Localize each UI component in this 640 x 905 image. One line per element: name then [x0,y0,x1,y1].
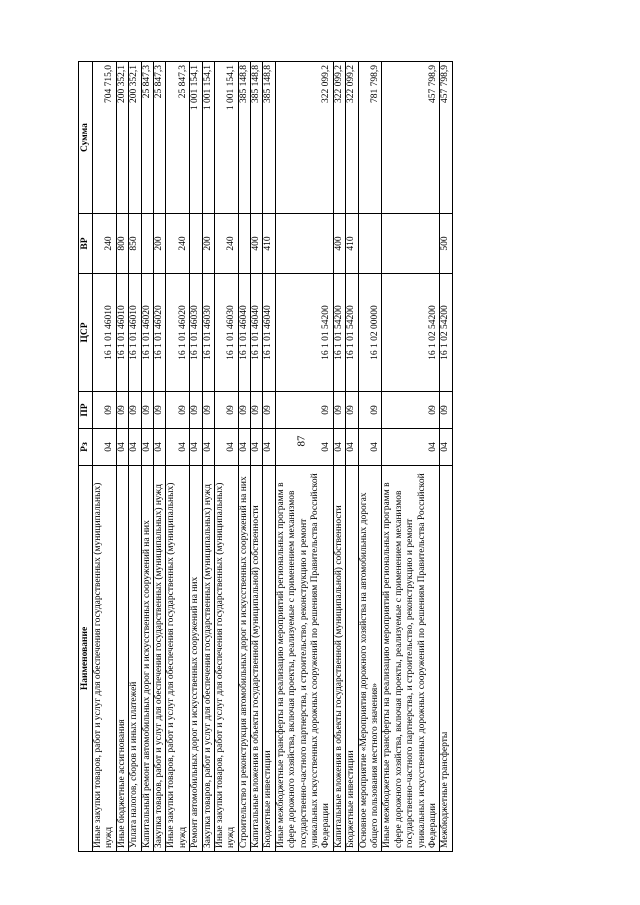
header-vr: ВР [79,214,93,274]
cell-pr: 09 [93,392,117,429]
cell-rz: 04 [93,429,117,466]
cell-pr: 09 [153,392,165,429]
cell-vr: 240 [93,214,117,274]
header-rz: Рз [79,429,93,466]
cell-pr: 09 [440,392,452,429]
cell-csr: 16 1 01 54200 [333,274,345,392]
cell-pr: 09 [263,392,275,429]
header-pr: ПР [79,392,93,429]
cell-name: Закупка товаров, работ и услуг для обеспечения государственных (муниципальных) нужд [202,466,214,852]
cell-pr: 09 [129,392,141,429]
cell-sum: 25 847,3 [153,62,165,214]
cell-pr: 09 [141,392,153,429]
table-row [166,62,190,852]
cell-sum: 781 798,9 [358,62,382,214]
cell-name: Закупка товаров, работ и услуг для обеспечения государственных (муниципальных) нужд [153,466,165,852]
cell-sum: 322 099,2 [275,62,333,214]
table-row [382,62,440,852]
cell-csr: 16 1 02 00000 [358,274,382,392]
cell-rz: 04 [238,429,250,466]
cell-csr: 16 1 01 46040 [251,274,263,392]
cell-pr: 09 [346,392,358,429]
cell-pr: 09 [190,392,202,429]
cell-pr: 09 [202,392,214,429]
cell-vr: 400 [251,214,263,274]
cell-name: Основное мероприятие «Мероприятия дорожного хозяйства на автомобильных дорогах общего пользования местного значения» [358,466,382,852]
cell-csr: 16 1 01 46020 [141,274,153,392]
cell-name: Бюджетные инвестиции [263,466,275,852]
cell-sum: 385 148,8 [238,62,250,214]
cell-name: Иные бюджетные ассигнования [116,466,128,852]
cell-rz: 04 [263,429,275,466]
cell-sum: 385 148,8 [251,62,263,214]
table-row [214,62,238,852]
cell-sum: 1 001 154,1 [214,62,238,214]
cell-rz: 04 [333,429,345,466]
table-row [358,62,382,852]
cell-sum: 322 099,2 [346,62,358,214]
page-number: 87 [295,435,308,447]
cell-sum: 457 798,9 [440,62,452,214]
cell-vr [141,214,153,274]
cell-name: Межбюджетные трансферты [440,466,452,852]
cell-vr [238,214,250,274]
table-row [251,62,263,852]
table-row [129,62,141,852]
budget-table [78,61,453,852]
cell-vr [190,214,202,274]
cell-pr: 09 [333,392,345,429]
cell-sum: 25 847,3 [141,62,153,214]
cell-csr: 16 1 01 54200 [275,274,333,392]
cell-sum: 322 099,2 [333,62,345,214]
cell-name: Строительство и реконструкция автомобильных дорог и искусственных сооружений на них [238,466,250,852]
cell-csr: 16 1 01 46030 [190,274,202,392]
cell-csr: 16 1 01 46030 [202,274,214,392]
cell-csr: 16 1 01 46010 [93,274,117,392]
cell-vr: 240 [166,214,190,274]
cell-rz: 04 [251,429,263,466]
cell-rz: 04 [358,429,382,466]
cell-csr: 16 1 01 46020 [153,274,165,392]
cell-rz: 04 [166,429,190,466]
cell-rz: 04 [129,429,141,466]
cell-pr: 09 [214,392,238,429]
cell-vr: 400 [333,214,345,274]
cell-name: Иные межбюджетные трансферты на реализацию мероприятий региональных программ в сфере дорожного хозяйства, включая проекты, реализуемые с применением механизмов государственно-частного партнерства, и строительство, реконструкцию и ремонт уникальных искусственных дорожных сооружений по решениям Правительства Российской Федерации [382,466,440,852]
cell-sum: 200 352,1 [116,62,128,214]
table-row [275,62,333,852]
cell-vr [382,214,440,274]
cell-csr: 16 1 01 54200 [346,274,358,392]
cell-csr: 16 1 01 46010 [116,274,128,392]
cell-sum: 457 798,9 [382,62,440,214]
cell-sum: 1 001 154,1 [190,62,202,214]
cell-csr: 16 1 02 54200 [382,274,440,392]
cell-csr: 16 1 01 46030 [214,274,238,392]
table-row [440,62,452,852]
cell-vr: 410 [346,214,358,274]
cell-vr: 410 [263,214,275,274]
cell-name: Ремонт автомобильных дорог и искусственных сооружений на них [190,466,202,852]
cell-csr: 16 1 02 54200 [440,274,452,392]
table-row [153,62,165,852]
cell-pr: 09 [251,392,263,429]
cell-name: Капитальные вложения в объекты государственной (муниципальной) собственности [251,466,263,852]
cell-vr: 200 [153,214,165,274]
cell-name: Иные закупки товаров, работ и услуг для обеспечения государственных (муниципальных) нужд [93,466,117,852]
table-row [141,62,153,852]
table-row [263,62,275,852]
table-row [93,62,117,852]
cell-vr: 240 [214,214,238,274]
cell-rz: 04 [382,429,440,466]
cell-vr: 850 [129,214,141,274]
cell-name: Бюджетные инвестиции [346,466,358,852]
cell-vr: 800 [116,214,128,274]
cell-rz: 04 [116,429,128,466]
cell-vr [275,214,333,274]
table-row [238,62,250,852]
table-row [190,62,202,852]
cell-pr: 09 [116,392,128,429]
cell-rz: 04 [190,429,202,466]
header-csr: ЦСР [79,274,93,392]
header-sum: Сумма [79,62,93,214]
cell-vr: 500 [440,214,452,274]
cell-name: Капитальные вложения в объекты государственной (муниципальной) собственности [333,466,345,852]
cell-sum: 385 148,8 [263,62,275,214]
cell-name: Капитальный ремонт автомобильных дорог и искусственных сооружений на них [141,466,153,852]
cell-rz: 04 [275,429,333,466]
cell-rz: 04 [440,429,452,466]
cell-name: Иные закупки товаров, работ и услуг для обеспечения государственных (муниципальных) нужд [166,466,190,852]
rotated-page-content [78,62,453,852]
cell-rz: 04 [141,429,153,466]
cell-name: Иные закупки товаров, работ и услуг для обеспечения государственных (муниципальных) нужд [214,466,238,852]
cell-sum: 704 715,0 [93,62,117,214]
cell-csr: 16 1 01 46010 [129,274,141,392]
cell-pr: 09 [166,392,190,429]
cell-csr: 16 1 01 46040 [263,274,275,392]
cell-pr: 09 [275,392,333,429]
table-row [346,62,358,852]
table-row [116,62,128,852]
cell-rz: 04 [202,429,214,466]
cell-rz: 04 [153,429,165,466]
cell-name: Уплата налогов, сборов и иных платежей [129,466,141,852]
table-row [333,62,345,852]
table-row [202,62,214,852]
cell-vr: 200 [202,214,214,274]
cell-sum: 1 001 154,1 [202,62,214,214]
cell-pr: 09 [238,392,250,429]
table-header-row [79,62,93,852]
cell-rz: 04 [346,429,358,466]
cell-csr: 16 1 01 46040 [238,274,250,392]
cell-pr: 09 [382,392,440,429]
table-body [93,62,453,852]
cell-pr: 09 [358,392,382,429]
cell-csr: 16 1 01 46020 [166,274,190,392]
header-name: Наименование [79,466,93,852]
cell-vr [358,214,382,274]
cell-name: Иные межбюджетные трансферты на реализацию мероприятий региональных программ в сфере дорожного хозяйства, включая проекты, реализуемые с применением механизмов государственно-частного партнерства, и строительство, реконструкцию и ремонт уникальных искусственных дорожных сооружений по решениям Правительства Российской Федерации [275,466,333,852]
cell-rz: 04 [214,429,238,466]
cell-sum: 25 847,3 [166,62,190,214]
cell-sum: 200 352,1 [129,62,141,214]
